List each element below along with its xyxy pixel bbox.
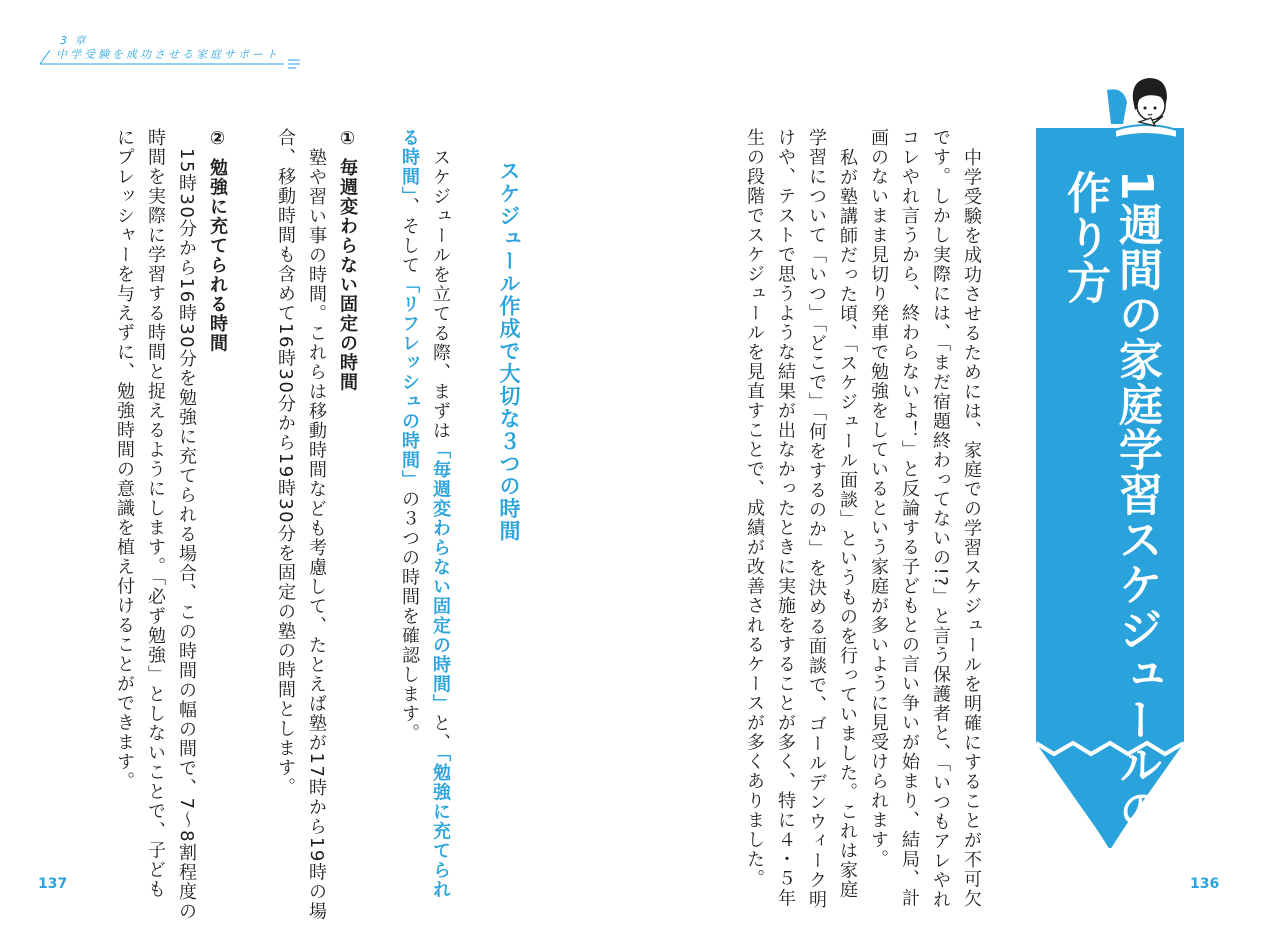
intro-highlight: 「リフレッシュの時間」 — [399, 275, 420, 490]
section-subheading: スケジュール作成で大切な３つの時間 — [497, 160, 521, 543]
body-line: 画のないまま見切り発車で勉強をしているという家庭が多いように見受けられます。 — [868, 128, 889, 869]
page-number-left: 137 — [38, 876, 68, 892]
chapter-title: 中学受験を成功させる家庭サポート — [56, 48, 280, 61]
page-title-line1: 1週間の家庭学習スケジュールの — [1111, 170, 1162, 832]
intro-text: 、そして — [399, 197, 420, 275]
intro-text: の３つの時間を確認します。 — [399, 489, 420, 743]
section1-heading: ① 毎週変わらない固定の時間 — [337, 128, 358, 393]
body-line: 学習について「いつ」「どこで」「何をするのか」を決める面談で、ゴールデンウィーク明 — [806, 128, 827, 910]
section2-heading: ② 勉強に充てられる時間 — [207, 128, 228, 354]
page-title-line2: 作り方 — [1059, 170, 1110, 305]
section2-body-line: 時間を実際に学習する時間と捉えるようにします。「必ず勉強」としないことで、子ども — [145, 128, 166, 899]
body-line: 中学受験を成功させるためには、家庭での学習スケジュールを明確にすることが不可欠 — [961, 148, 982, 909]
intro-text: スケジュールを立てる際、まずは — [430, 148, 451, 441]
body-line: 生の段階でスケジュールを見直すことで、成績が改善されるケースが多くありました。 — [744, 128, 765, 889]
body-line: 私が塾講師だった頃、「スケジュール面談」というものを行っていました。これは家庭 — [837, 148, 858, 900]
body-line: です。しかし実際には、「まだ宿題終わってないの!?」と言う保護者と、「いつもアレやれ — [930, 128, 951, 910]
intro-text: と、 — [430, 713, 451, 753]
intro-highlight: る時間」 — [399, 128, 420, 197]
intro-highlight: 「毎週変わらない固定の時間」 — [430, 440, 451, 714]
chapter-number: 3 章 — [60, 34, 88, 47]
section2-body-line: にプレッシャーを与えずに、勉強時間の意識を植え付けることができます。 — [114, 128, 135, 791]
section1-body-line: 塾や習い事の時間。これらは移動時間なども考慮して、たとえば塾が17時から19時の場 — [306, 148, 327, 922]
intro-line-2 — [400, 128, 418, 743]
intro-highlight: 「勉強に充てられ — [430, 752, 451, 900]
chapter-header — [38, 30, 308, 70]
section2-body-line: 15時30分から16時30分を勉強に充てられる場合、この時間の幅の間で、7〜8割程度の — [176, 148, 197, 922]
title-banner — [1036, 128, 1184, 848]
page-number-right: 136 — [1190, 876, 1220, 892]
intro-line-1 — [431, 148, 449, 900]
body-line: コレやれ言うから、終わらないよ！」と反論する子どもとの言い争いが始まり、結局、計 — [899, 128, 920, 908]
section1-body-line: 合、移動時間も含めて16時30分から19時30分を固定の塾の時間とします。 — [275, 128, 296, 798]
girl-studying-illustration — [1105, 72, 1185, 142]
body-line: けや、テストで思うような結果が出なかったときに実施をすることが多く、特に４・５年 — [775, 128, 796, 908]
